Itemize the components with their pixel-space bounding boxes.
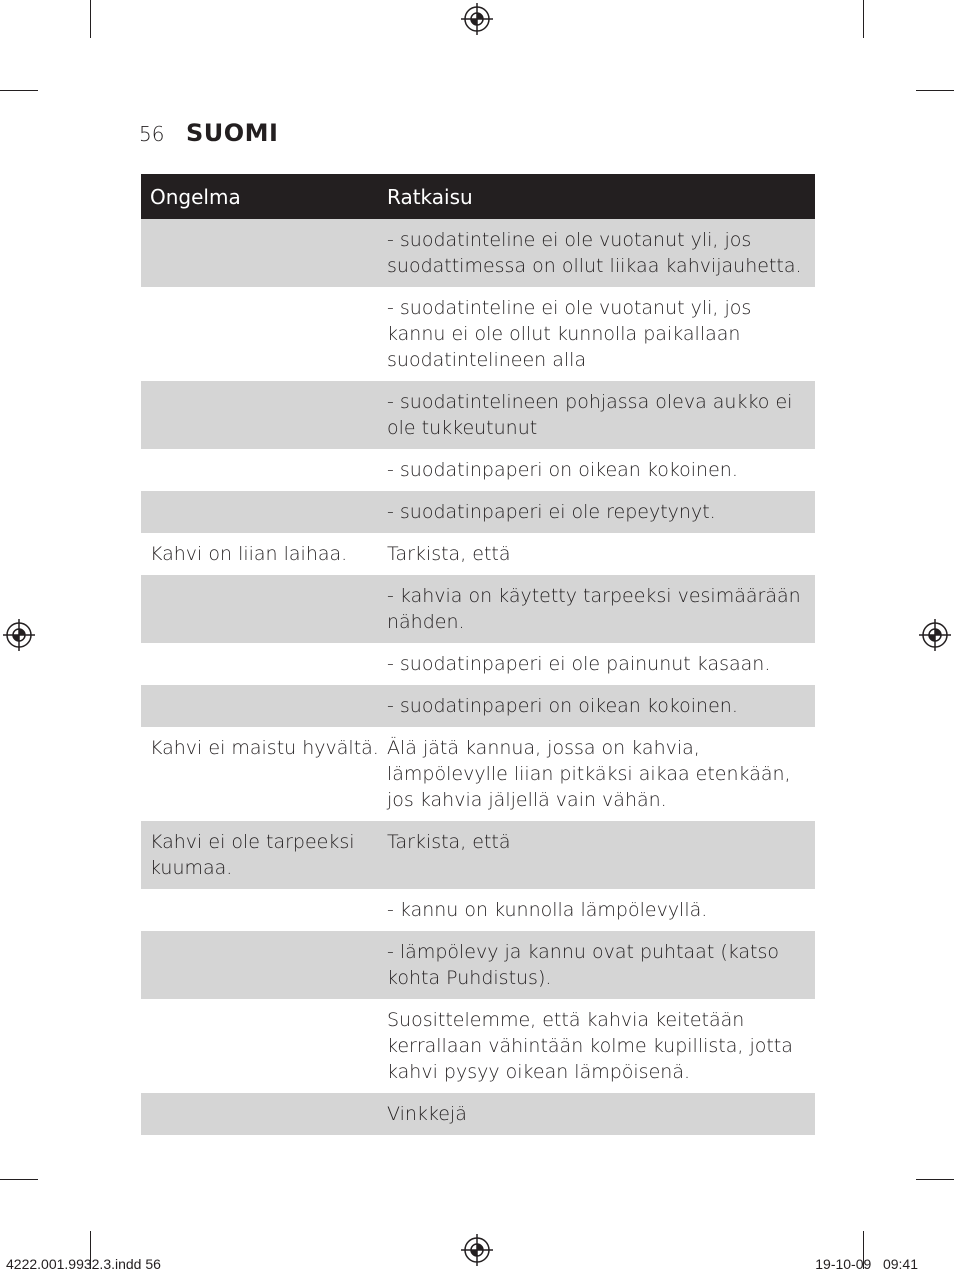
- crop-mark: [90, 0, 91, 38]
- table-row: [141, 685, 815, 727]
- problem-cell: Kahvi ei ole tarpeeksi kuumaa.: [150, 831, 355, 879]
- solution-cell: - suodatintelineen pohjassa oleva aukko ei ole tukkeutunut: [387, 391, 793, 439]
- table-row: [141, 219, 815, 287]
- crop-mark: [863, 0, 864, 38]
- print-datetime-slug: 19-10-09 09:41: [815, 1256, 918, 1272]
- problem-cell: [141, 1093, 387, 1135]
- solution-cell: - suodatinpaperi ei ole repeytynyt.: [387, 501, 716, 523]
- solution-cell: Tarkista, että: [387, 831, 511, 853]
- solution-cell: Vinkkejä: [387, 1103, 467, 1125]
- table-row: [141, 821, 815, 889]
- table-row: [141, 727, 815, 821]
- solution-cell: Älä jätä kannua, jossa on kahvia, lämpölevylle liian pitkäksi aikaa etenkään, jos kahvia jäljellä vain vähän.: [387, 737, 791, 811]
- crop-mark: [916, 1179, 954, 1180]
- solution-cell: - kannu on kunnolla lämpölevyllä.: [387, 899, 708, 921]
- table-row: [141, 643, 815, 685]
- table-row: [141, 287, 815, 381]
- table-row: [141, 533, 815, 575]
- problem-cell: Kahvi ei maistu hyvältä.: [150, 737, 379, 759]
- print-file-slug: 4222.001.9932.3.indd 56: [6, 1256, 161, 1272]
- table-header-row: [141, 174, 815, 219]
- problem-cell: [141, 931, 387, 999]
- column-header-problem: Ongelma: [150, 184, 241, 209]
- solution-cell: - suodatinpaperi on oikean kokoinen.: [387, 695, 738, 717]
- troubleshooting-table: [141, 174, 815, 1135]
- solution-cell: - suodatinpaperi ei ole painunut kasaan.: [387, 653, 771, 675]
- problem-cell: [141, 575, 387, 643]
- solution-cell: - suodatinteline ei ole vuotanut yli, jos kannu ei ole ollut kunnolla paikallaan suodatintelineen alla: [387, 297, 752, 371]
- problem-cell: Kahvi on liian laihaa.: [150, 543, 348, 565]
- page-number: 56: [139, 122, 165, 146]
- solution-cell: - kahvia on käytetty tarpeeksi vesimäärään nähden.: [387, 585, 801, 633]
- solution-cell: - lämpölevy ja kannu ovat puhtaat (katso kohta Puhdistus).: [387, 941, 780, 989]
- problem-cell: [141, 381, 387, 449]
- column-header-solution: Ratkaisu: [387, 184, 473, 209]
- problem-cell: [141, 219, 387, 287]
- registration-mark-icon: [461, 1234, 493, 1266]
- crop-mark: [0, 90, 38, 91]
- table-row: [141, 575, 815, 643]
- table-row: [141, 449, 815, 491]
- table-row: [141, 889, 815, 931]
- solution-cell: Suosittelemme, että kahvia keitetään kerrallaan vähintään kolme kupillista, jotta kahvi pysyy oikean lämpöisenä.: [387, 1009, 793, 1083]
- problem-cell: [141, 685, 387, 727]
- registration-mark-icon: [3, 619, 35, 651]
- crop-mark: [916, 90, 954, 91]
- problem-cell: [141, 999, 387, 1093]
- table-row: [141, 381, 815, 449]
- table-row: [141, 1093, 815, 1135]
- table-row: [141, 999, 815, 1093]
- table-row: [141, 931, 815, 999]
- solution-cell: - suodatinteline ei ole vuotanut yli, jos suodattimessa on ollut liikaa kahvijauhetta.: [387, 229, 802, 277]
- solution-cell: - suodatinpaperi on oikean kokoinen.: [387, 459, 738, 481]
- problem-cell: [141, 643, 387, 685]
- problem-cell: [141, 491, 387, 533]
- registration-mark-icon: [461, 3, 493, 35]
- problem-cell: [141, 449, 387, 491]
- solution-cell: Tarkista, että: [387, 543, 511, 565]
- table-row: [141, 491, 815, 533]
- registration-mark-icon: [919, 619, 951, 651]
- section-title: SUOMI: [186, 119, 279, 147]
- crop-mark: [0, 1179, 38, 1180]
- problem-cell: [141, 889, 387, 931]
- problem-cell: [141, 287, 387, 381]
